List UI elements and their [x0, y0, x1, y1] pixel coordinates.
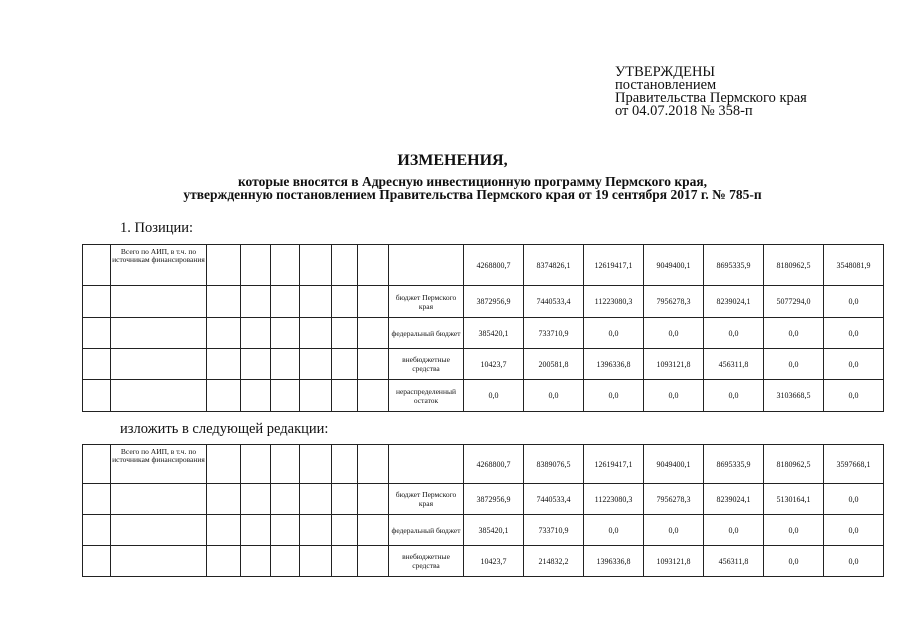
empty-cell [111, 318, 207, 349]
empty-cell [332, 318, 358, 349]
value-cell: 0,0 [824, 380, 884, 412]
empty-cell [358, 286, 389, 318]
table-row [83, 349, 884, 380]
value-cell: 0,0 [764, 349, 824, 380]
table-row [83, 318, 884, 349]
value-cell: 12619417,1 [584, 245, 644, 286]
value-cell: 0,0 [524, 380, 584, 412]
table-row [83, 515, 884, 546]
value-cell: 0,0 [584, 380, 644, 412]
value-cell: 0,0 [644, 515, 704, 546]
empty-cell [83, 546, 111, 577]
empty-cell [271, 318, 300, 349]
empty-cell [241, 546, 271, 577]
value-cell: 0,0 [584, 515, 644, 546]
empty-cell [300, 286, 332, 318]
positions-table [82, 244, 884, 412]
empty-cell [83, 515, 111, 546]
empty-cell [332, 245, 358, 286]
value-cell: 0,0 [824, 484, 884, 515]
table-row [83, 546, 884, 577]
value-cell: 1396336,8 [584, 546, 644, 577]
value-cell: 5130164,1 [764, 484, 824, 515]
empty-cell [271, 445, 300, 484]
empty-cell [83, 349, 111, 380]
total-label-cell: Всего по АИП, в т.ч. по источникам финансирования [111, 245, 207, 286]
value-cell: 7956278,3 [644, 286, 704, 318]
empty-cell [241, 245, 271, 286]
value-cell: 0,0 [764, 546, 824, 577]
empty-cell [358, 349, 389, 380]
empty-cell [207, 286, 241, 318]
table-row [83, 245, 884, 286]
value-cell: 0,0 [824, 515, 884, 546]
approval-line: постановлением [615, 77, 717, 93]
value-cell: 0,0 [824, 349, 884, 380]
empty-cell [271, 286, 300, 318]
empty-cell [300, 546, 332, 577]
section-heading: 1. Позиции: [120, 220, 194, 236]
value-cell: 7956278,3 [644, 484, 704, 515]
subtitle-line: утвержденную постановлением Правительства Пермского края от 19 сентября 2017 г. № 785-п [183, 187, 762, 202]
value-cell: 8180962,5 [764, 245, 824, 286]
value-cell: 385420,1 [464, 318, 524, 349]
empty-cell [358, 546, 389, 577]
table-row [83, 445, 884, 484]
value-cell: 4268800,7 [464, 445, 524, 484]
empty-cell [300, 445, 332, 484]
value-cell: 214832,2 [524, 546, 584, 577]
value-cell: 0,0 [824, 546, 884, 577]
empty-cell [111, 286, 207, 318]
empty-cell [241, 286, 271, 318]
source-cell [389, 445, 464, 484]
empty-cell [332, 286, 358, 318]
value-cell: 11223080,3 [584, 484, 644, 515]
subtitle-line: которые вносятся в Адресную инвестиционную программу Пермского края, [237, 174, 708, 189]
empty-cell [358, 484, 389, 515]
empty-cell [300, 484, 332, 515]
value-cell: 0,0 [824, 286, 884, 318]
empty-cell [241, 349, 271, 380]
empty-cell [207, 318, 241, 349]
value-cell: 733710,9 [524, 515, 584, 546]
value-cell: 456311,8 [704, 546, 764, 577]
value-cell: 0,0 [704, 318, 764, 349]
empty-cell [111, 484, 207, 515]
empty-cell [332, 546, 358, 577]
value-cell: 0,0 [464, 380, 524, 412]
empty-cell [207, 484, 241, 515]
empty-cell [83, 484, 111, 515]
empty-cell [207, 546, 241, 577]
value-cell: 0,0 [764, 515, 824, 546]
approval-line: от 04.07.2018 № 358-п [615, 103, 753, 119]
empty-cell [300, 318, 332, 349]
source-cell: федеральный бюджет [389, 318, 464, 349]
value-cell: 8389076,5 [524, 445, 584, 484]
empty-cell [83, 318, 111, 349]
value-cell: 7440533,4 [524, 286, 584, 318]
empty-cell [241, 318, 271, 349]
empty-cell [300, 349, 332, 380]
value-cell: 10423,7 [464, 349, 524, 380]
empty-cell [332, 349, 358, 380]
empty-cell [83, 245, 111, 286]
value-cell: 11223080,3 [584, 286, 644, 318]
value-cell: 10423,7 [464, 546, 524, 577]
empty-cell [241, 380, 271, 412]
empty-cell [271, 484, 300, 515]
empty-cell [241, 515, 271, 546]
section-heading: изложить в следующей редакции: [120, 421, 329, 437]
empty-cell [207, 349, 241, 380]
value-cell: 1396336,8 [584, 349, 644, 380]
empty-cell [207, 515, 241, 546]
value-cell: 0,0 [644, 318, 704, 349]
empty-cell [271, 380, 300, 412]
empty-cell [358, 445, 389, 484]
value-cell: 0,0 [824, 318, 884, 349]
empty-cell [332, 445, 358, 484]
value-cell: 5077294,0 [764, 286, 824, 318]
value-cell: 4268800,7 [464, 245, 524, 286]
empty-cell [271, 245, 300, 286]
empty-cell [300, 245, 332, 286]
value-cell: 456311,8 [704, 349, 764, 380]
approval-line: Правительства Пермского края [615, 90, 807, 106]
value-cell: 8374826,1 [524, 245, 584, 286]
approval-line: УТВЕРЖДЕНЫ [615, 64, 716, 80]
value-cell: 3548081,9 [824, 245, 884, 286]
empty-cell [271, 349, 300, 380]
value-cell: 3872956,9 [464, 484, 524, 515]
source-cell: внебюджетные средства [389, 349, 464, 380]
empty-cell [111, 380, 207, 412]
value-cell: 8239024,1 [704, 286, 764, 318]
value-cell: 0,0 [584, 318, 644, 349]
source-cell: бюджет Пермского края [389, 286, 464, 318]
table-row [83, 286, 884, 318]
table-row [83, 380, 884, 412]
new-positions-table [82, 444, 884, 577]
empty-cell [358, 318, 389, 349]
empty-cell [332, 380, 358, 412]
value-cell: 9049400,1 [644, 245, 704, 286]
value-cell: 0,0 [704, 380, 764, 412]
table-row [83, 484, 884, 515]
empty-cell [300, 515, 332, 546]
empty-cell [332, 515, 358, 546]
empty-cell [271, 515, 300, 546]
empty-cell [358, 380, 389, 412]
value-cell: 7440533,4 [524, 484, 584, 515]
source-cell: внебюджетные средства [389, 546, 464, 577]
value-cell: 8180962,5 [764, 445, 824, 484]
value-cell: 200581,8 [524, 349, 584, 380]
empty-cell [207, 380, 241, 412]
empty-cell [241, 484, 271, 515]
value-cell: 3872956,9 [464, 286, 524, 318]
value-cell: 3103668,5 [764, 380, 824, 412]
empty-cell [332, 484, 358, 515]
approval-block [615, 66, 807, 118]
source-cell: бюджет Пермского края [389, 484, 464, 515]
empty-cell [111, 546, 207, 577]
empty-cell [241, 445, 271, 484]
empty-cell [83, 380, 111, 412]
empty-cell [358, 515, 389, 546]
empty-cell [358, 245, 389, 286]
document-title: ИЗМЕНЕНИЯ, [397, 152, 508, 169]
value-cell: 0,0 [764, 318, 824, 349]
value-cell: 0,0 [644, 380, 704, 412]
value-cell: 0,0 [704, 515, 764, 546]
empty-cell [207, 245, 241, 286]
value-cell: 9049400,1 [644, 445, 704, 484]
empty-cell [111, 515, 207, 546]
value-cell: 3597668,1 [824, 445, 884, 484]
value-cell: 1093121,8 [644, 349, 704, 380]
empty-cell [300, 380, 332, 412]
value-cell: 733710,9 [524, 318, 584, 349]
value-cell: 8695335,9 [704, 245, 764, 286]
empty-cell [83, 286, 111, 318]
total-label-cell: Всего по АИП, в т.ч. по источникам финансирования [111, 445, 207, 484]
value-cell: 1093121,8 [644, 546, 704, 577]
source-cell [389, 245, 464, 286]
empty-cell [271, 546, 300, 577]
value-cell: 385420,1 [464, 515, 524, 546]
document-subtitle [20, 175, 905, 201]
source-cell: федеральный бюджет [389, 515, 464, 546]
empty-cell [207, 445, 241, 484]
value-cell: 12619417,1 [584, 445, 644, 484]
source-cell: нераспределенный остаток [389, 380, 464, 412]
empty-cell [111, 349, 207, 380]
value-cell: 8239024,1 [704, 484, 764, 515]
empty-cell [83, 445, 111, 484]
value-cell: 8695335,9 [704, 445, 764, 484]
